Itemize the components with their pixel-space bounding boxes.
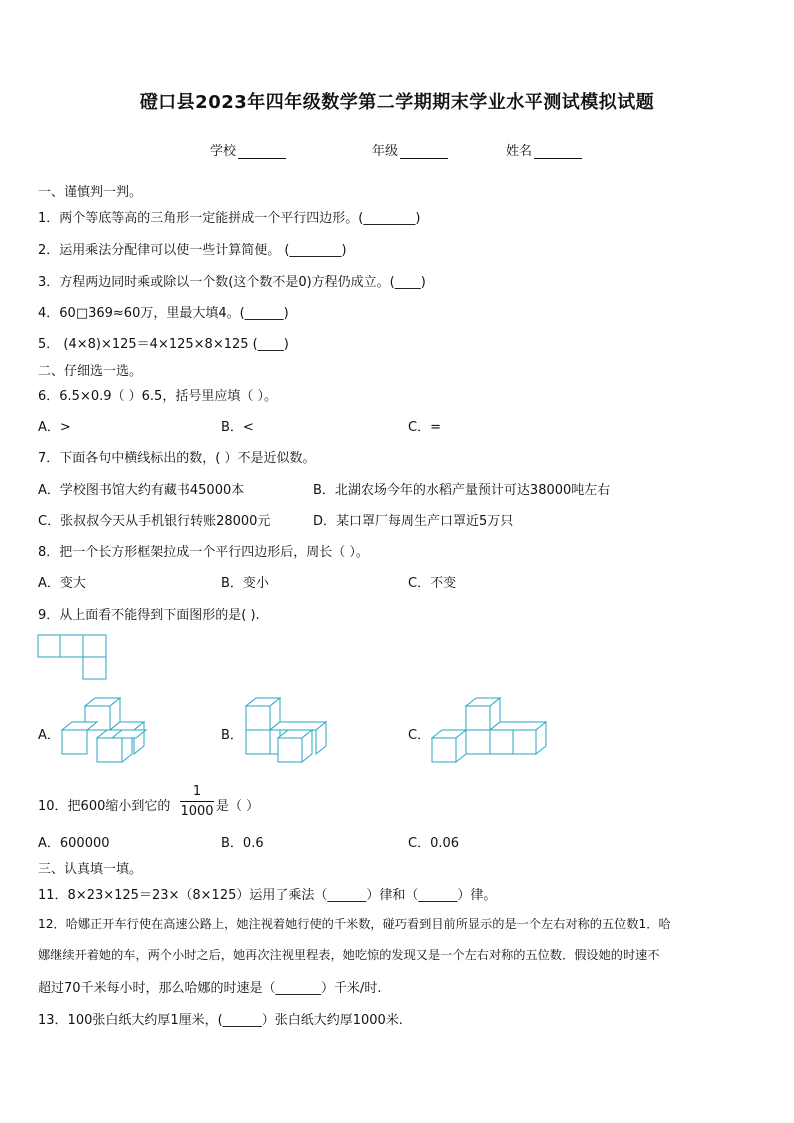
section3-heading: 三、认真填一填。 xyxy=(38,862,143,877)
school-label: 学校 xyxy=(210,144,237,159)
q9-option-c-cubes[interactable] xyxy=(430,694,550,766)
grade-blank[interactable] xyxy=(400,146,448,159)
question-5: 5． (4×8)×125＝4×125×8×125 (____) xyxy=(38,337,289,352)
q10-fraction-numerator: 1 xyxy=(192,784,202,799)
question-10-prefix: 10．把600缩小到它的 xyxy=(38,799,171,814)
question-12-line-1: 12．哈娜正开车行使在高速公路上，她注视着她行使的千米数，碰巧看到目前所显示的是一个左右对称的五位数1．哈 xyxy=(38,917,671,931)
q6-option-c[interactable]: C．= xyxy=(408,420,441,435)
exam-title: 磴口县2023年四年级数学第二学期期末学业水平测试模拟试题 xyxy=(139,92,655,113)
q10-option-c[interactable]: C．0.06 xyxy=(408,836,460,851)
name-blank[interactable] xyxy=(534,146,582,159)
q9-option-c-label[interactable]: C． xyxy=(408,728,431,743)
school-field xyxy=(210,140,286,160)
question-1: 1．两个等底等高的三角形一定能拼成一个平行四边形。(________) xyxy=(38,211,421,226)
q9-option-a-cubes[interactable] xyxy=(60,694,150,766)
question-10-suffix: 是（ ） xyxy=(216,799,260,814)
question-12-line-3: 超过70千米每小时，那么哈娜的时速是（_______）千米/时. xyxy=(38,981,382,996)
q8-option-b[interactable]: B．变小 xyxy=(221,576,269,591)
q9-option-b-cubes[interactable] xyxy=(244,694,334,766)
name-label: 姓名 xyxy=(506,144,533,159)
question-3: 3．方程两边同时乘或除以一个数(这个数不是0)方程仍成立。(____) xyxy=(38,275,426,290)
question-6: 6．6.5×0.9（ ）6.5，括号里应填（ ）。 xyxy=(38,389,277,404)
q7-option-a[interactable]: A．学校图书馆大约有藏书45000本 xyxy=(38,483,245,498)
q10-option-b[interactable]: B．0.6 xyxy=(221,836,264,851)
q6-option-b[interactable]: B．< xyxy=(221,420,254,435)
question-13: 13．100张白纸大约厚1厘米，(______）张白纸大约厚1000米. xyxy=(38,1013,403,1028)
question-12-line-2: 娜继续开着她的车，两个小时之后，她再次注视里程表，她吃惊的发现又是一个左右对称的五位数．假设她的时速不 xyxy=(38,948,660,962)
q7-option-d[interactable]: D．某口罩厂每周生产口罩近5万只 xyxy=(313,514,514,529)
q8-option-c[interactable]: C．不变 xyxy=(408,576,457,591)
top-view-figure xyxy=(37,634,109,682)
question-2: 2．运用乘法分配律可以使一些计算简便。 (________) xyxy=(38,243,347,258)
q10-fraction-denominator: 1000 xyxy=(180,804,214,819)
question-7: 7．下面各句中横线标出的数，( ）不是近似数。 xyxy=(38,451,316,466)
question-11: 11．8×23×125＝23×（8×125）运用了乘法（______）律和（______）律。 xyxy=(38,888,497,903)
q6-option-a[interactable]: A．> xyxy=(38,420,71,435)
question-4: 4．60□369≈60万，里最大填4。(______) xyxy=(38,306,289,321)
q10-fraction-bar xyxy=(180,801,214,802)
q7-option-b[interactable]: B．北湖农场今年的水稻产量预计可达38000吨左右 xyxy=(313,483,611,498)
q9-option-a-label[interactable]: A． xyxy=(38,728,60,743)
q10-option-a[interactable]: A．600000 xyxy=(38,836,110,851)
q10-fraction xyxy=(180,784,214,820)
school-blank[interactable] xyxy=(238,146,286,159)
question-8: 8．把一个长方形框架拉成一个平行四边形后，周长（ ）。 xyxy=(38,545,369,560)
section1-heading: 一、谨慎判一判。 xyxy=(38,185,143,200)
question-9: 9．从上面看不能得到下面图形的是( ). xyxy=(38,608,260,623)
name-field xyxy=(506,140,582,160)
q8-option-a[interactable]: A．变大 xyxy=(38,576,86,591)
grade-field xyxy=(372,140,448,160)
q7-option-c[interactable]: C．张叔叔今天从手机银行转账28000元 xyxy=(38,514,271,529)
q9-option-b-label[interactable]: B． xyxy=(221,728,243,743)
section2-heading: 二、仔细选一选。 xyxy=(38,364,143,379)
grade-label: 年级 xyxy=(372,144,399,159)
